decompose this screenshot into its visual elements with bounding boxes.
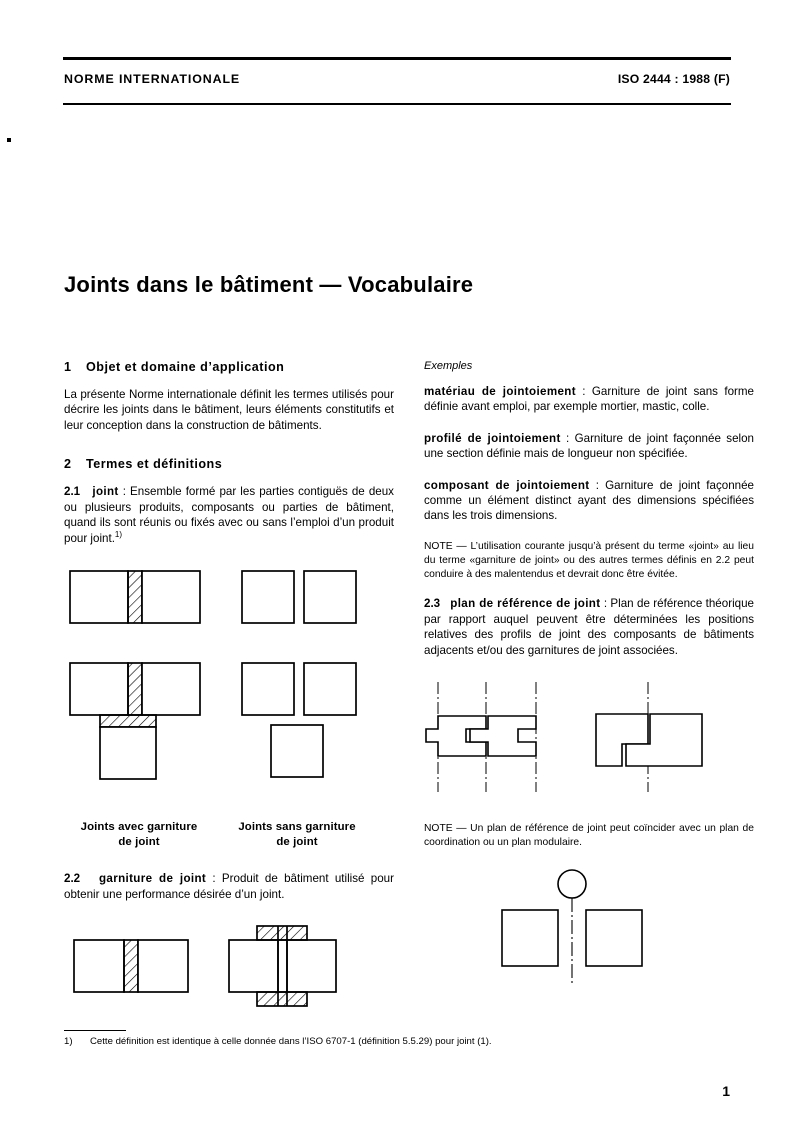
example-profile-de-jointoiement — [424, 431, 754, 462]
example-3-term: composant de jointoiement — [424, 478, 590, 492]
example-materiau-de-jointoiement — [424, 384, 754, 415]
figure-1-caption-right: Joints sans garniture de joint — [238, 820, 356, 848]
left-column — [64, 360, 394, 1028]
figure-3-svg — [424, 674, 724, 799]
footnote — [64, 1036, 730, 1049]
figure-1-svg — [64, 563, 364, 813]
figure-joints-with-without-gasket — [64, 563, 394, 818]
term-2-2 — [64, 871, 394, 902]
figure-1-caption-left: Joints avec garniture de joint — [80, 820, 198, 848]
example-2-term: profilé de jointoiement — [424, 431, 561, 445]
section-2-number: 2 — [64, 457, 72, 472]
figure-gasket-examples — [64, 918, 394, 1028]
term-2-1 — [64, 484, 394, 546]
term-2-1-number: 2.1 — [64, 485, 81, 499]
section-1-heading — [64, 360, 394, 374]
term-2-2-label: garniture de joint — [98, 872, 207, 886]
example-1-definition: : Garniture de joint sans forme définie avant emploi, par exemple mortier, mastic, colle. — [424, 385, 754, 414]
section-1-title: Objet et domaine d’application — [86, 360, 285, 374]
figure-reference-plane-blocks — [424, 864, 754, 1004]
header-standard-reference: ISO 2444 : 1988 (F) — [617, 72, 730, 86]
header-rule-top — [63, 57, 731, 60]
section-2-title: Termes et définitions — [86, 457, 223, 472]
term-2-3-number: 2.3 — [424, 597, 441, 611]
term-2-1-label: joint — [92, 485, 119, 499]
page-title: Joints dans le bâtiment — Vocabulaire — [64, 272, 474, 297]
example-composant-de-jointoiement — [424, 478, 754, 524]
example-2-definition: : Garniture de joint façonnée selon une section définie mais de longueur non spécifiée. — [424, 431, 754, 461]
figure-1-captions — [64, 820, 394, 850]
term-2-2-number: 2.2 — [64, 872, 81, 886]
note-2: NOTE — Un plan de référence de joint peut coïncider avec un plan de coordination ou un plan modulaire. — [424, 823, 754, 849]
example-3-definition: : Garniture de joint façonnée comme un élément distinct ayant des dimensions spécifiées dans les trois dimensions. — [424, 478, 754, 523]
term-2-1-definition: : Ensemble formé par les parties contiguës de deux ou plusieurs produits, composants ou parties de bâtiment, quand ils sont réunis ou fixés avec ou sans l’emploi d’un produit pour joint. — [64, 485, 394, 546]
section-2-heading — [64, 457, 394, 471]
term-2-3-definition: : Plan de référence théorique par rapport auquel peuvent être déterminées les positions relatives des profils de joint des composants de bâtiments adjacents et/ou des garnitures de joint associées. — [424, 597, 754, 657]
figure-4-svg — [424, 864, 724, 999]
section-1-body: La présente Norme internationale définit les termes utilisés pour décrire les joints dans le bâtiment, leurs éléments constitutifs et leur conception dans la construction de bâtiments. — [64, 388, 394, 432]
section-1-number: 1 — [64, 360, 72, 374]
figure-2-svg — [64, 918, 374, 1023]
examples-label: Exemples — [424, 360, 473, 372]
scan-artifact-mark — [7, 138, 11, 142]
example-1-term: matériau de jointoiement — [424, 385, 576, 398]
header-rule-bottom — [63, 103, 731, 105]
term-2-2-definition: : Produit de bâtiment utilisé pour obtenir une performance désirée d’un joint. — [64, 872, 394, 901]
term-2-1-footnote-ref: 1) — [114, 530, 123, 540]
term-2-3-label: plan de référence de joint — [450, 597, 601, 611]
figure-joint-reference-planes — [424, 674, 754, 804]
footnote-text: Cette définition est identique à celle donnée dans l’ISO 6707-1 (définition 5.5.29) pour joint (1). — [90, 1036, 492, 1047]
page-number: 1 — [722, 1083, 730, 1099]
note-1: NOTE — L’utilisation courante jusqu’à présent du terme «joint» au lieu du terme «garniture de joint» ou des autres termes définis en 2.2 peut conduire à des malentendus et devrait donc être évitée. — [424, 540, 754, 581]
header-standard-type: NORME INTERNATIONALE — [64, 72, 241, 86]
term-2-3 — [424, 596, 754, 658]
right-column — [424, 360, 754, 1004]
footnote-marker: 1) — [64, 1036, 73, 1047]
footnote-rule — [64, 1030, 126, 1031]
